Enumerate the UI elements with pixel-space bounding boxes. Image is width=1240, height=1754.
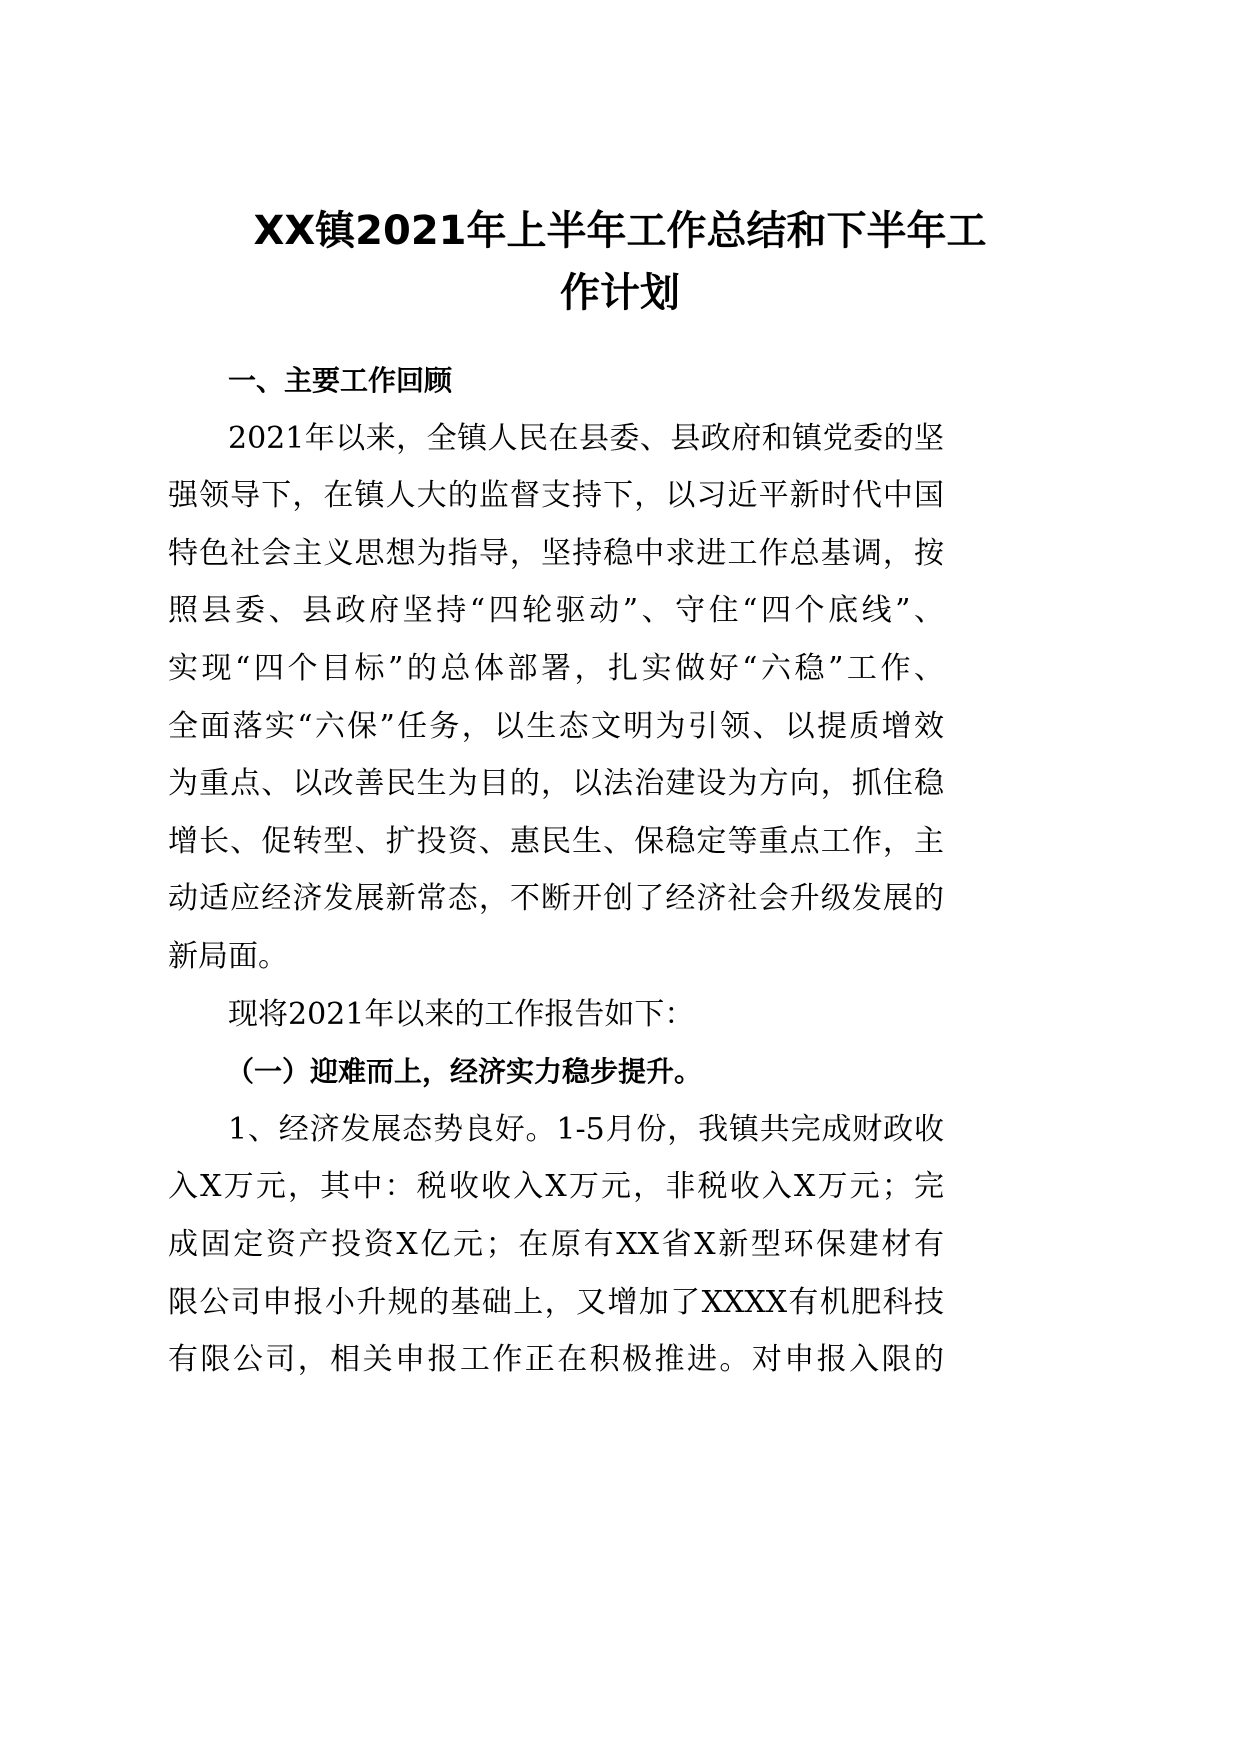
paragraph-line: 1、经济发展态势良好。1-5月份，我镇共完成财政收	[228, 1111, 944, 1147]
paragraph-line: 动适应经济发展新常态，不断开创了经济社会升级发展的	[168, 881, 944, 917]
paragraph-intro: 现将2021年以来的工作报告如下：	[228, 996, 695, 1032]
title-line: 作计划	[560, 270, 680, 316]
subsection-heading: （一）迎难而上，经济实力稳步提升。	[226, 1055, 703, 1089]
paragraph-line: 强领导下，在镇人大的监督支持下，以习近平新时代中国	[168, 478, 944, 514]
paragraph-line: 新局面。	[168, 938, 288, 974]
paragraph-line: 成固定资产投资X亿元；在原有XX省X新型环保建材有	[168, 1226, 944, 1262]
document-title	[150, 200, 1090, 324]
paragraph-line: 实现“四个目标”的总体部署，扎实做好“六稳”工作、	[168, 650, 944, 686]
paragraph-line: 入X万元，其中：税收收入X万元，非税收入X万元；完	[168, 1169, 944, 1205]
paragraph-line: 照县委、县政府坚持“四轮驱动”、守住“四个底线”、	[168, 593, 944, 629]
paragraph-line: 为重点、以改善民生为目的，以法治建设为方向，抓住稳	[168, 766, 944, 802]
document-body	[168, 352, 944, 1389]
title-line: XX镇2021年上半年工作总结和下半年工	[253, 208, 987, 254]
paragraph-line: 增长、促转型、扩投资、惠民生、保稳定等重点工作，主	[168, 823, 944, 859]
paragraph-line: 特色社会主义思想为指导，坚持稳中求进工作总基调，按	[168, 535, 944, 571]
paragraph-line: 2021年以来，全镇人民在县委、县政府和镇党委的坚	[228, 420, 944, 456]
section-heading: 一、主要工作回顾	[228, 364, 453, 397]
paragraph-line: 有限公司，相关申报工作正在积极推进。对申报入限的	[168, 1342, 944, 1378]
paragraph-line: 全面落实“六保”任务，以生态文明为引领、以提质增效	[168, 708, 944, 744]
paragraph-line: 限公司申报小升规的基础上，又增加了XXXX有机肥科技	[168, 1284, 944, 1320]
